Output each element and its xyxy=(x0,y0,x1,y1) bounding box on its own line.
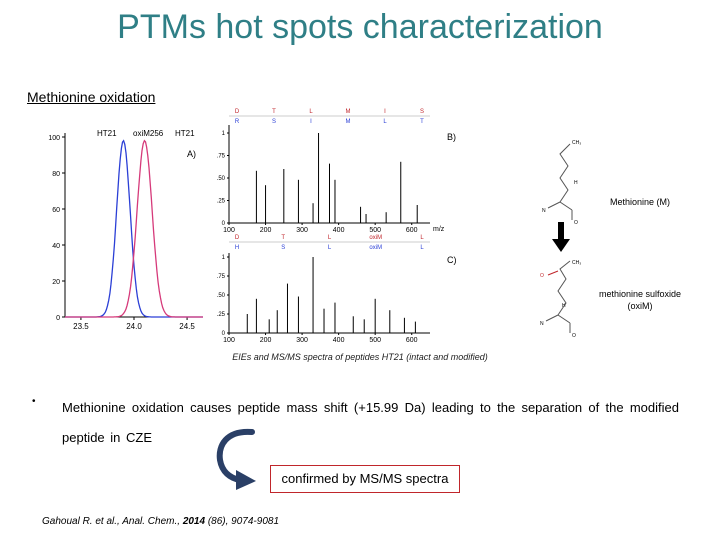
svg-text:O: O xyxy=(572,333,576,339)
svg-text:O: O xyxy=(540,273,544,279)
figure-caption: EIEs and MS/MS spectra of peptides HT21 (intact and modified) xyxy=(232,352,488,362)
a-x-tick-label: 24.5 xyxy=(179,322,195,331)
legend-ht21-second: HT21 xyxy=(175,129,195,138)
spec-x-tick-label: 500 xyxy=(369,337,382,344)
a-x-tick-label: 23.5 xyxy=(73,322,89,331)
a-x-tick-label: 24.0 xyxy=(126,322,142,331)
sequence-residue-bottom: R xyxy=(234,119,240,125)
legend-ht21: HT21 xyxy=(97,129,117,138)
methionine-structure xyxy=(530,138,620,228)
reference-rest: (86), 9074-9081 xyxy=(205,516,280,527)
legend-oxim: oxiM256 xyxy=(133,129,164,138)
spec-y-tick-label: .75 xyxy=(216,153,225,160)
slide-subtitle: Methionine oxidation xyxy=(27,89,156,105)
sequence-residue-bottom: M xyxy=(345,119,351,125)
spec-x-tick-label: 200 xyxy=(259,337,272,344)
a-y-tick-label: 100 xyxy=(48,135,60,142)
methionine-label: Methionine (M) xyxy=(609,197,671,207)
reference-year: 2014 xyxy=(182,516,206,527)
spec-x-tick-label: 400 xyxy=(332,227,345,234)
reference-citation xyxy=(42,516,279,527)
spec-x-tick-label: 600 xyxy=(405,227,418,234)
spec-x-tick-label: 200 xyxy=(259,227,272,234)
slide-title: PTMs hot spots characterization xyxy=(117,8,603,46)
spec-x-tick-label: 300 xyxy=(296,337,308,344)
spec-y-tick-label: 1 xyxy=(221,131,225,137)
svg-text:CH₃: CH₃ xyxy=(572,260,582,266)
svg-text:N: N xyxy=(540,321,544,327)
spec-y-tick-label: .50 xyxy=(216,176,225,182)
spec-x-tick-label: 100 xyxy=(223,337,235,344)
sequence-residue-bottom: S xyxy=(281,245,286,251)
sequence-residue-bottom: H xyxy=(234,245,240,251)
spec-y-tick-label: .25 xyxy=(216,312,225,318)
sequence-residue-top: S xyxy=(419,109,425,115)
svg-text:O: O xyxy=(574,220,578,226)
curved-arrow-icon xyxy=(212,424,272,490)
sequence-residue-top: I xyxy=(384,109,386,115)
panel-label-a: A) xyxy=(187,149,196,159)
trace-oxim xyxy=(65,141,203,317)
confirmation-box: confirmed by MS/MS spectra xyxy=(270,465,460,493)
bullet-text: Methionine oxidation causes peptide mass shift (+15.99 Da) leading to the separation of the modified peptide in CZE xyxy=(62,400,679,445)
a-y-tick-label: 40 xyxy=(52,243,60,250)
panel-label-c: C) xyxy=(447,255,457,265)
spec-x-tick-label: 300 xyxy=(296,227,308,234)
sequence-residue-top: L xyxy=(309,109,313,115)
svg-text:CH₃: CH₃ xyxy=(572,140,582,146)
panel-label-b: B) xyxy=(447,132,456,142)
axis-label-b: m/z xyxy=(433,226,445,233)
sequence-residue-bottom: L xyxy=(327,245,332,251)
spec-y-tick-label: 1 xyxy=(221,255,225,261)
spec-y-tick-label: 0 xyxy=(221,331,225,337)
sequence-residue-bottom: oxiM xyxy=(369,245,383,251)
sequence-residue-bottom: L xyxy=(383,119,387,125)
sequence-residue-top: D xyxy=(234,235,240,241)
sequence-residue-top: L xyxy=(420,235,424,241)
spec-x-tick-label: 400 xyxy=(332,337,345,344)
sequence-residue-bottom: I xyxy=(310,119,312,125)
a-y-tick-label: 60 xyxy=(52,207,60,214)
spec-y-tick-label: .50 xyxy=(216,293,225,299)
spec-x-tick-label: 100 xyxy=(223,227,235,234)
eie-panel-a xyxy=(48,129,203,331)
spec-x-tick-label: 500 xyxy=(369,227,382,234)
spec-y-tick-label: 0 xyxy=(221,221,225,227)
sequence-residue-bottom: T xyxy=(420,119,424,125)
oxidation-arrow-icon xyxy=(552,222,570,252)
spec-y-tick-label: .25 xyxy=(216,198,225,205)
spec-x-tick-label: 600 xyxy=(405,337,418,344)
sequence-residue-top: M xyxy=(345,109,351,115)
svg-text:H: H xyxy=(574,180,578,186)
sequence-residue-top: L xyxy=(327,235,332,241)
a-y-tick-label: 20 xyxy=(52,279,60,286)
sulfoxide-label: methionine sulfoxide (oxiM) xyxy=(598,289,682,311)
spec-y-tick-label: .75 xyxy=(216,274,225,280)
a-y-tick-label: 0 xyxy=(56,315,60,322)
sequence-residue-bottom: L xyxy=(420,245,424,251)
a-y-tick-label: 80 xyxy=(52,171,60,178)
msms-panel-b xyxy=(217,109,456,234)
sequence-residue-top: D xyxy=(234,109,240,115)
sequence-residue-top: T xyxy=(281,235,286,241)
trace-ht21 xyxy=(65,141,203,317)
sequence-residue-top: T xyxy=(272,109,276,115)
sequence-residue-bottom: S xyxy=(271,119,277,125)
svg-text:H: H xyxy=(562,303,566,309)
msms-panel-c xyxy=(217,235,457,344)
spectra-figure xyxy=(35,105,475,344)
bullet-point: • xyxy=(32,396,36,407)
reference-authors: Gahoual R. et al., Anal. Chem., xyxy=(42,516,183,527)
svg-text:N: N xyxy=(542,208,546,214)
sequence-residue-top: oxiM xyxy=(369,235,383,241)
